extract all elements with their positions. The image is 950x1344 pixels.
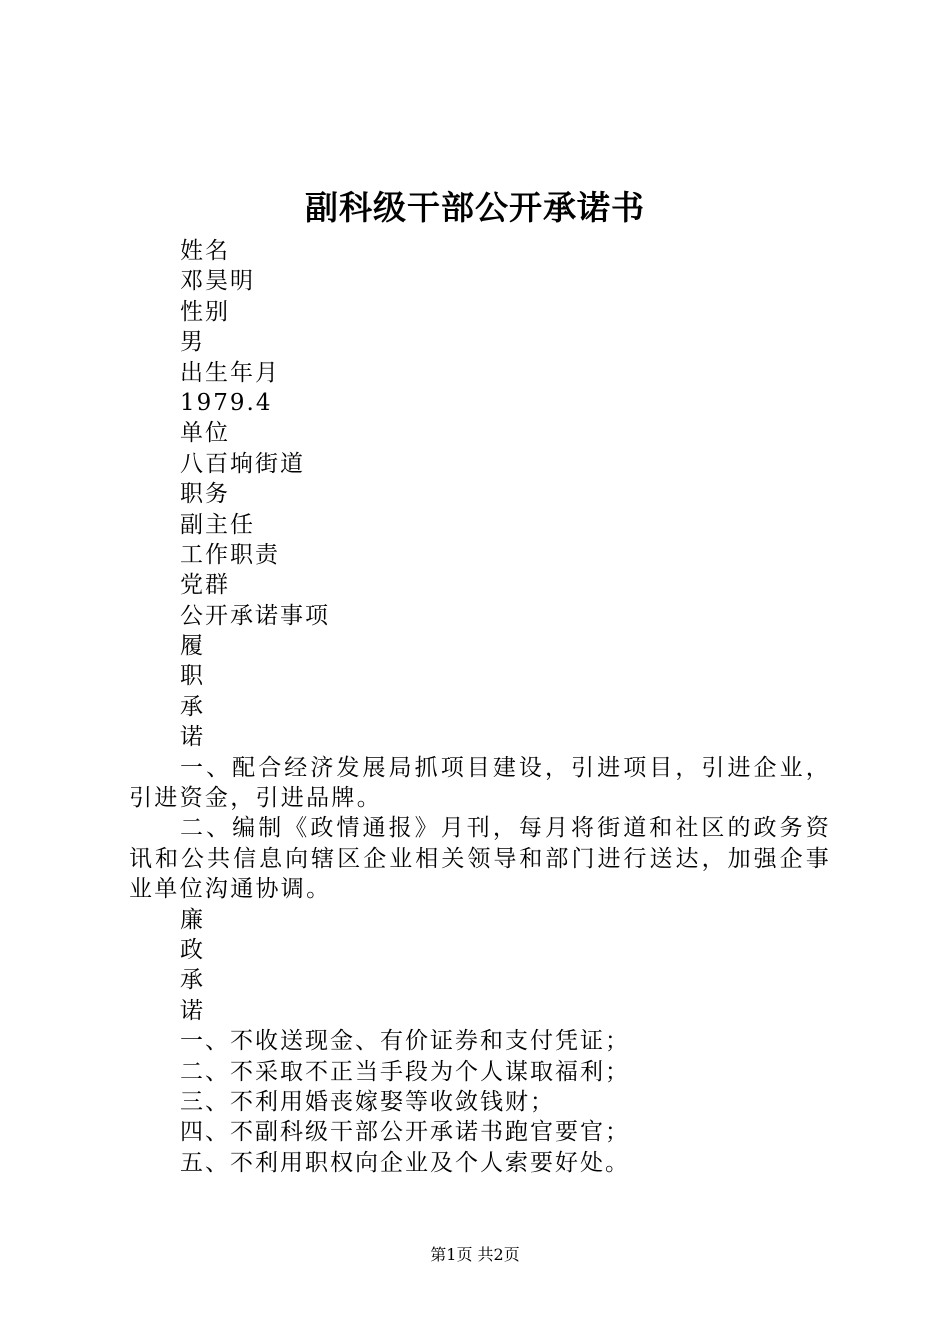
duty-heading-char: 履 (180, 633, 205, 660)
field-value-unit: 八百垧街道 (180, 450, 305, 477)
field-value-position: 副主任 (180, 511, 255, 538)
document-title: 副科级干部公开承诺书 (305, 188, 645, 227)
integrity-heading-char: 承 (180, 967, 205, 994)
integrity-item: 二、不采取不正当手段为个人谋取福利； (180, 1058, 630, 1085)
duty-paragraph-2: 二、编制《政情通报》月刊，每月将街道和社区的政务资讯和公共信息向辖区企业相关领导和部门进行送达，加强企事业单位沟通协调。 (129, 815, 831, 903)
field-label-position: 职务 (180, 481, 230, 508)
duty-heading-char: 职 (180, 663, 205, 690)
field-value-gender: 男 (180, 329, 205, 356)
field-label-name: 姓名 (180, 238, 230, 264)
field-value-birth: 1979.4 (180, 389, 273, 416)
integrity-item: 五、不利用职权向企业及个人索要好处。 (180, 1149, 630, 1176)
field-label-birth: 出生年月 (180, 359, 280, 386)
field-label-duties: 工作职责 (180, 541, 280, 568)
field-label-unit: 单位 (180, 420, 230, 447)
field-value-name: 邓昊明 (180, 268, 255, 295)
duty-heading-char: 承 (180, 693, 205, 720)
integrity-heading-char: 政 (180, 937, 205, 964)
page-footer: 第1页 共2页 (430, 1245, 520, 1264)
duty-heading-char: 诺 (180, 724, 205, 751)
field-label-gender: 性别 (180, 298, 230, 325)
integrity-item: 三、不利用婚丧嫁娶等收敛钱财； (180, 1089, 555, 1116)
integrity-heading-char: 廉 (180, 906, 205, 933)
integrity-item: 一、不收送现金、有价证券和支付凭证； (180, 1028, 630, 1055)
document-body (129, 236, 831, 1178)
field-value-duties: 党群 (180, 572, 230, 599)
integrity-item: 四、不副科级干部公开承诺书跑官要官； (180, 1119, 630, 1146)
integrity-heading-char: 诺 (180, 997, 205, 1024)
duty-paragraph-1: 一、配合经济发展局抓项目建设，引进项目，引进企业，引进资金，引进品牌。 (129, 754, 831, 812)
field-label-commitments: 公开承诺事项 (180, 602, 330, 629)
